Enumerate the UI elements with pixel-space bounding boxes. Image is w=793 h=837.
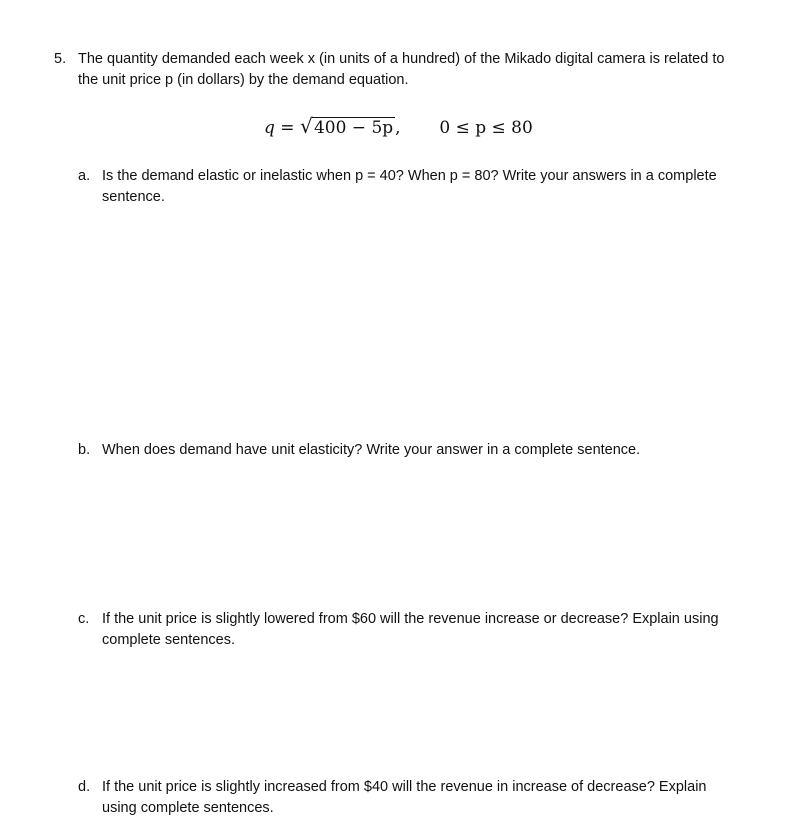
equation-constraint: 0 ≤ p ≤ 80 [439,118,533,138]
part-c-line-2: complete sentences. [102,632,235,648]
radical-sign-icon: √ [299,114,313,138]
part-d-line-1: If the unit price is slightly increased from $40 will the revenue in increase of decrease? Explain [102,779,707,795]
problem-intro-line-2: the unit price p (in dollars) by the demand equation. [78,72,409,88]
part-a-label: a. [78,168,91,184]
part-c-line-1: If the unit price is slightly lowered from $60 will the revenue increase or decrease? Explain using [102,611,719,627]
part-d-label: d. [78,779,91,795]
square-root [300,116,395,140]
part-c-label: c. [78,611,90,627]
problem-number: 5. [54,51,67,67]
equation-separator: , [395,118,401,138]
part-a-line-1: Is the demand elastic or inelastic when p = 40? When p = 80? Write your answers in a complete [102,168,717,184]
part-d-line-2: using complete sentences. [102,800,274,816]
problem-intro-line-1: The quantity demanded each week x (in units of a hundred) of the Mikado digital camera is related to [78,51,725,67]
equation-equals: = [280,118,295,138]
part-b-label: b. [78,442,91,458]
demand-equation [264,116,533,140]
equation-lhs: q [264,118,275,138]
part-b-line-1: When does demand have unit elasticity? Write your answer in a complete sentence. [102,442,641,458]
part-a-line-2: sentence. [102,189,165,205]
equation-radicand: 400 − 5p [313,118,394,138]
